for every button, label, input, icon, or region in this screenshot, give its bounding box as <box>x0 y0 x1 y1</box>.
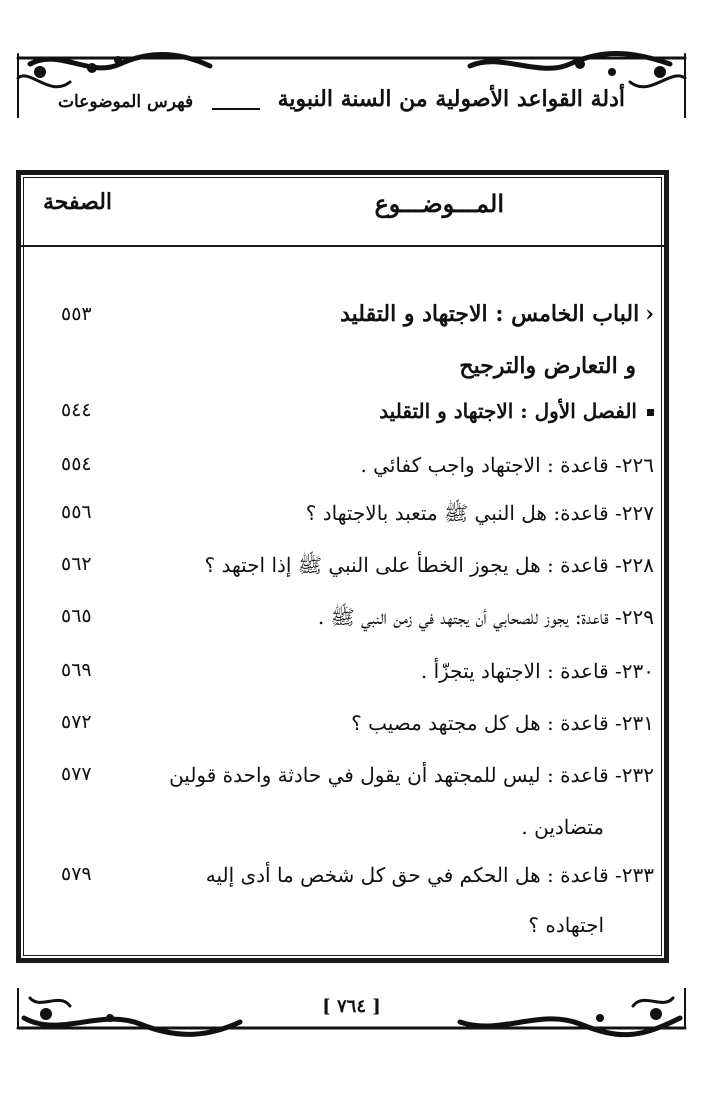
square-bullet-icon <box>647 409 654 416</box>
toc-entry: ٢٢٦- قاعدة : الاجتهاد واجب كفائي . <box>360 453 654 477</box>
section-title: فهرس الموضوعات <box>58 92 194 112</box>
page-number: [ ٧٦٤ ] <box>322 996 381 1017</box>
toc-page-number: ٥٦٩ <box>61 659 92 681</box>
toc-entry: ٢٢٨- قاعدة : هل يجوز الخطأ على النبي ﷺ إذا اجتهد ؟ <box>204 553 654 577</box>
toc-entry: ٢٢٩- قاعدة: يجوز للصحابي أن يجتهد في زمن النبي ﷺ . <box>317 605 654 629</box>
toc-entry-continuation: متضادين . <box>521 815 604 839</box>
chevron-left-icon: ‹ <box>645 301 654 327</box>
toc-page-number: ٥٦٥ <box>61 605 92 627</box>
toc-entry: ٢٣٢- قاعدة : ليس للمجتهد أن يقول في حادثة واحدة قولين <box>169 763 654 787</box>
header-separator <box>212 108 260 110</box>
toc-entry <box>214 301 654 327</box>
book-title: أدلة القواعد الأصولية من السنة النبوية <box>277 86 625 112</box>
toc-entry: ٢٣٠- قاعدة : الاجتهاد يتجزّأ . <box>420 659 654 683</box>
toc-entry-continuation: اجتهاده ؟ <box>528 913 604 937</box>
toc-page-number: ٥٧٢ <box>61 711 92 733</box>
toc-page-number: ٥٦٢ <box>61 553 92 575</box>
toc-entry <box>214 399 654 423</box>
toc-entry: ٢٣١- قاعدة : هل كل مجتهد مصيب ؟ <box>351 711 654 735</box>
toc-page-number: ٥٧٧ <box>61 763 92 785</box>
toc-page-number: ٥٥٣ <box>61 303 92 325</box>
toc-entry: ٢٣٣- قاعدة : هل الحكم في حق كل شخص ما أدى إليه <box>205 863 654 887</box>
toc-entry: ٢٢٧- قاعدة: هل النبي ﷺ متعبد بالاجتهاد ؟ <box>305 501 654 525</box>
toc-entry-text: الباب الخامس : الاجتهاد و التقليد <box>340 301 640 327</box>
toc-entry-text: الفصل الأول : الاجتهاد و التقليد <box>379 399 637 423</box>
toc-page-number: ٥٧٩ <box>61 863 92 885</box>
toc-page-number: ٥٥٦ <box>61 501 92 523</box>
toc-frame <box>16 170 669 963</box>
toc-page-number: ٥٤٤ <box>61 399 92 421</box>
table-header <box>21 175 664 247</box>
toc-page-number: ٥٥٤ <box>61 453 92 475</box>
toc-entry-continuation: و التعارض والترجيح <box>459 353 636 379</box>
page-column-header: الصفحة <box>43 189 113 215</box>
topic-column-header: المـــوضـــوع <box>374 189 504 218</box>
